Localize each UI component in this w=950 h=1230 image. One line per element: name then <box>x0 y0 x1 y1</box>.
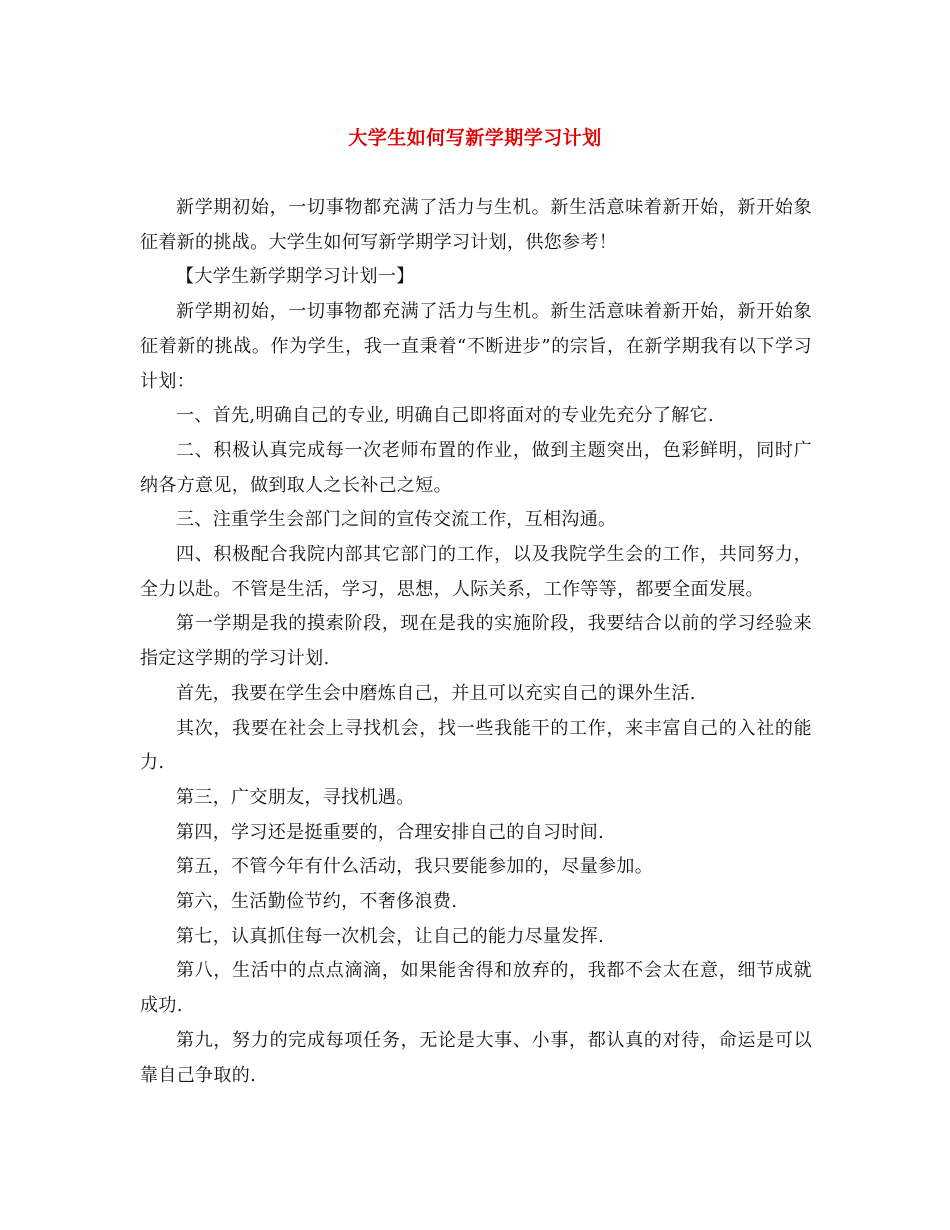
step-sixth: 第六，生活勤俭节约，不奢侈浪费. <box>176 891 458 913</box>
step-second: 其次，我要在社会上寻找机会，找一些我能干的工作，来丰富自己的入社的能力. <box>140 717 812 774</box>
plan-item-2: 二、积极认真完成每一次老师布置的作业，做到主题突出，色彩鲜明，同时广纳各方意见，做到取人之长补己之短。 <box>140 439 812 496</box>
semester-paragraph: 第一学期是我的摸索阶段，现在是我的实施阶段，我要结合以前的学习经验来指定这学期的学习计划. <box>140 613 812 670</box>
intro-paragraph: 新学期初始，一切事物都充满了活力与生机。新生活意味着新开始，新开始象征着新的挑战。大学生如何写新学期学习计划，供您参考！ <box>140 197 812 253</box>
step-fifth: 第五，不管今年有什么活动，我只要能参加的，尽量参加。 <box>176 856 654 878</box>
plan-item-1: 一、首先,明确自己的专业, 明确自己即将面对的专业先充分了解它. <box>176 405 715 427</box>
step-first: 首先，我要在学生会中磨炼自己，并且可以充实自己的课外生活. <box>176 682 696 704</box>
plan-intro-paragraph: 新学期初始，一切事物都充满了活力与生机。新生活意味着新开始，新开始象征着新的挑战。作为学生，我一直秉着“不断进步”的宗旨，在新学期我有以下学习计划： <box>140 301 812 392</box>
document-body <box>140 191 812 1093</box>
step-seventh: 第七，认真抓住每一次机会，让自己的能力尽量发挥. <box>176 925 605 947</box>
step-ninth: 第九，努力的完成每项任务，无论是大事、小事，都认真的对待，命运是可以靠自己争取的. <box>140 1029 812 1086</box>
plan-item-4: 四、积极配合我院内部其它部门的工作，以及我院学生会的工作，共同努力，全力以赴。不管是生活，学习，思想，人际关系，工作等等，都要全面发展。 <box>140 544 812 600</box>
step-third: 第三，广交朋友，寻找机遇。 <box>176 786 415 808</box>
section-heading: 【大学生新学期学习计划一】 <box>176 266 415 288</box>
plan-item-3: 三、注重学生会部门之间的宣传交流工作，互相沟通。 <box>176 509 617 531</box>
step-eighth: 第八，生活中的点点滴滴，如果能舍得和放弃的，我都不会太在意，细节成就成功. <box>140 960 812 1017</box>
page-title: 大学生如何写新学期学习计划 <box>348 127 602 149</box>
step-fourth: 第四，学习还是挺重要的，合理安排自己的自习时间. <box>176 821 605 843</box>
